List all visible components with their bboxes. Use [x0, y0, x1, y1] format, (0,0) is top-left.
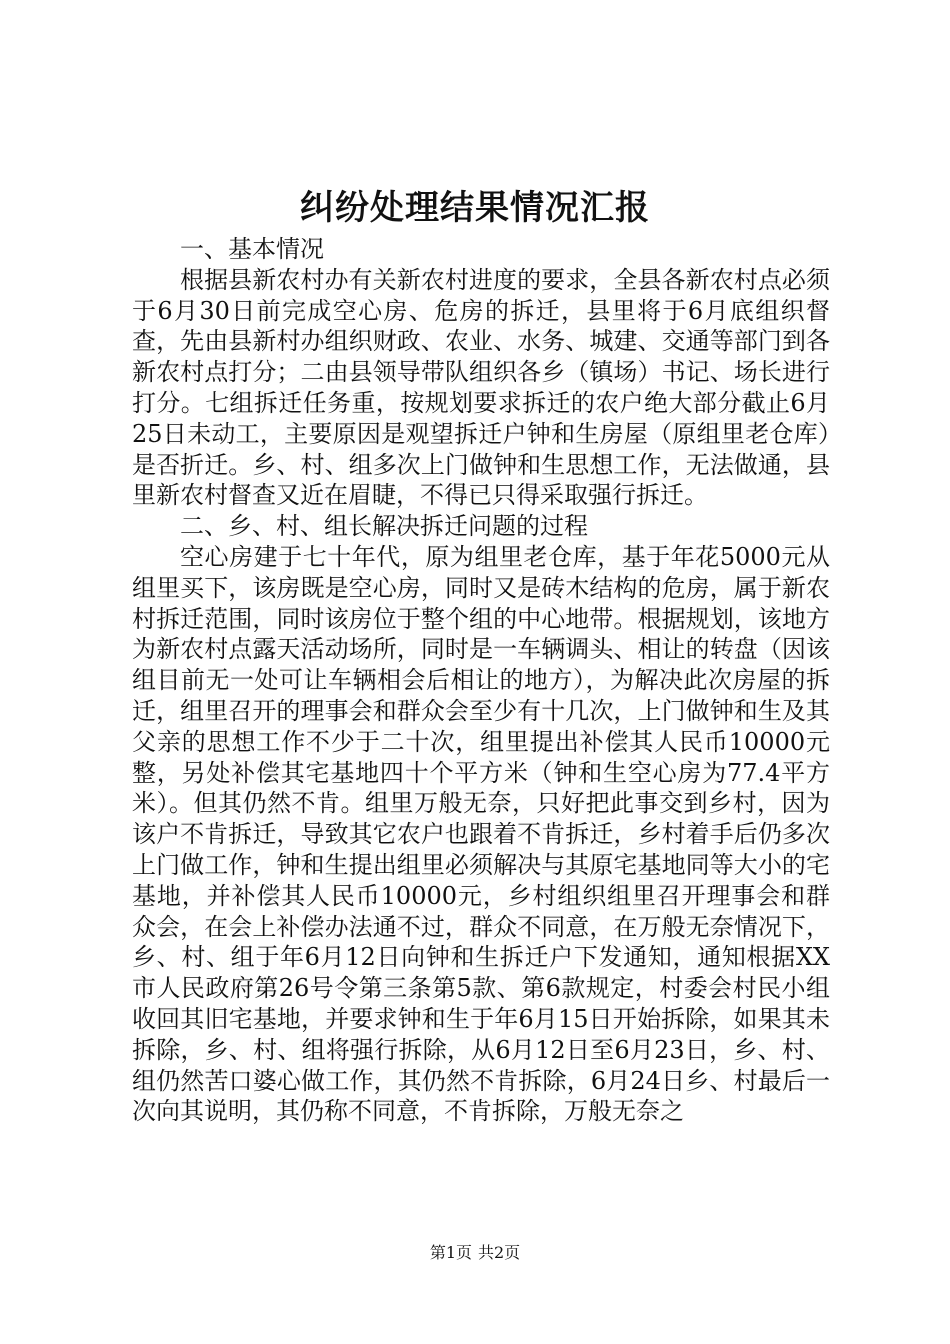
section-heading-basic-situation: 一、基本情况	[180, 235, 324, 263]
page-number: 第1页	[429, 1243, 472, 1262]
document-title: 纠纷处理结果情况汇报	[300, 188, 650, 228]
paragraph-basic-situation: 根据县新农村办有关新农村进度的要求，全县各新农村点必须于6月30日前完成空心房、危房的拆迁，县里将于6月底组织督查，先由县新村办组织财政、农业、水务、城建、交通等部门到各新农村点打分；二由县领导带队组织各乡（镇场）书记、场长进行打分。七组拆迁任务重，按规划要求拆迁的农户绝大部分截止6月25日未动工，主要原因是观望拆迁户钟和生房屋（原组里老仓库）是否折迁。乡、村、组多次上门做钟和生思想工作，无法做通，县里新农村督查又近在眉睫，不得已只得采取强行拆迁。	[132, 265, 830, 510]
section-heading-resolution-process: 二、乡、村、组长解决拆迁问题的过程	[180, 512, 588, 541]
page-total: 共2页	[478, 1243, 521, 1262]
page-footer	[0, 1243, 950, 1263]
paragraph-resolution-process: 空心房建于七十年代，原为组里老仓库，基于年花5000元从组里买下，该房既是空心房，同时又是砖木结构的危房，属于新农村拆迁范围，同时该房位于整个组的中心地带。根据规划，该地方为新农村点露天活动场所，同时是一车辆调头、相让的转盘（因该组目前无一处可让车辆相会后相让的地方），为解决此次房屋的拆迁，组里召开的理事会和群众会至少有十几次，上门做钟和生及其父亲的思想工作不少于二十次，组里提出补偿其人民币10000元整，另处补偿其宅基地四十个平方米（钟和生空心房为77.4平方米）。但其仍然不肯。组里万般无奈，只好把此事交到乡村，因为该户不肯拆迁，导致其它农户也跟着不肯拆迁，乡村着手后仍多次上门做工作，钟和生提出组里必须解决与其原宅基地同等大小的宅基地，并补偿其人民币10000元，乡村组织组里召开理事会和群众会，在会上补偿办法通不过，群众不同意，在万般无奈情况下，乡、村、组于年6月12日向钟和生拆迁户下发通知，通知根据XX市人民政府第26号令第三条第5款、第6款规定，村委会村民小组收回其旧宅基地，并要求钟和生于年6月15日开始拆除，如果其未拆除，乡、村、组将强行拆除，从6月12日至6月23日，乡、村、组仍然苦口婆心做工作，其仍然不肯拆除，6月24日乡、村最后一次向其说明，其仍称不同意，不肯拆除，万般无奈之	[132, 542, 830, 1126]
document-body	[132, 234, 830, 1127]
